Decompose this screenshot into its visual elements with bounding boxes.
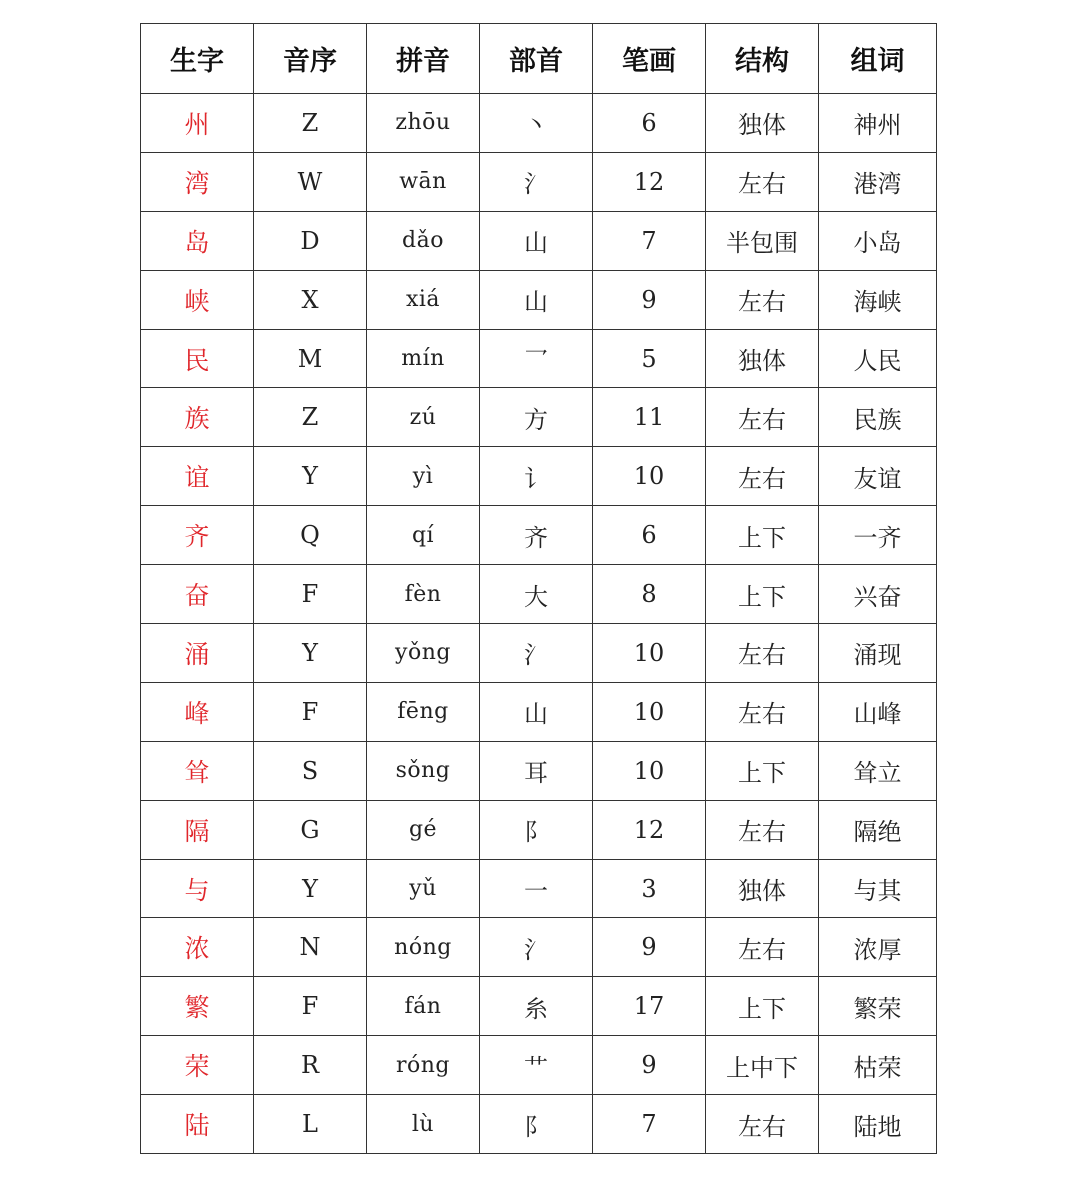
cell-strokes: 10 — [593, 682, 706, 741]
cell-word: 友谊 — [819, 447, 937, 506]
cell-word: 繁荣 — [819, 977, 937, 1036]
cell-character: 与 — [141, 859, 254, 918]
cell-initial: W — [254, 152, 367, 211]
cell-initial: S — [254, 741, 367, 800]
cell-strokes: 12 — [593, 152, 706, 211]
cell-character: 谊 — [141, 447, 254, 506]
cell-pinyin: gé — [367, 800, 480, 859]
cell-strokes: 3 — [593, 859, 706, 918]
cell-character: 峰 — [141, 682, 254, 741]
cell-strokes: 5 — [593, 329, 706, 388]
table-row — [141, 682, 937, 741]
cell-character: 涌 — [141, 624, 254, 683]
cell-radical: 山 — [480, 211, 593, 270]
cell-structure: 左右 — [706, 918, 819, 977]
character-table — [140, 23, 937, 1154]
cell-strokes: 7 — [593, 1095, 706, 1154]
cell-strokes: 7 — [593, 211, 706, 270]
cell-structure: 左右 — [706, 447, 819, 506]
cell-initial: M — [254, 329, 367, 388]
cell-radical: 齐 — [480, 506, 593, 565]
cell-pinyin: fēng — [367, 682, 480, 741]
table-body — [141, 94, 937, 1154]
table-row — [141, 270, 937, 329]
cell-strokes: 9 — [593, 270, 706, 329]
cell-initial: Q — [254, 506, 367, 565]
cell-character: 齐 — [141, 506, 254, 565]
cell-radical: 糸 — [480, 977, 593, 1036]
cell-structure: 左右 — [706, 682, 819, 741]
cell-character: 荣 — [141, 1036, 254, 1095]
cell-word: 枯荣 — [819, 1036, 937, 1095]
header-row — [141, 24, 937, 94]
table-row — [141, 918, 937, 977]
cell-initial: Z — [254, 388, 367, 447]
cell-pinyin: fèn — [367, 565, 480, 624]
cell-pinyin: yǔ — [367, 859, 480, 918]
cell-radical: 山 — [480, 270, 593, 329]
cell-structure: 左右 — [706, 624, 819, 683]
cell-radical: 丶 — [480, 94, 593, 153]
cell-pinyin: róng — [367, 1036, 480, 1095]
cell-initial: D — [254, 211, 367, 270]
cell-structure: 独体 — [706, 94, 819, 153]
table-row — [141, 624, 937, 683]
cell-strokes: 12 — [593, 800, 706, 859]
table-row — [141, 329, 937, 388]
cell-character: 民 — [141, 329, 254, 388]
header-initial: 音序 — [254, 24, 367, 94]
cell-character: 奋 — [141, 565, 254, 624]
table-row — [141, 800, 937, 859]
cell-strokes: 6 — [593, 94, 706, 153]
cell-radical: 一 — [480, 859, 593, 918]
cell-pinyin: mín — [367, 329, 480, 388]
table-row — [141, 1036, 937, 1095]
cell-initial: G — [254, 800, 367, 859]
cell-strokes: 9 — [593, 918, 706, 977]
cell-word: 耸立 — [819, 741, 937, 800]
cell-pinyin: zú — [367, 388, 480, 447]
cell-strokes: 6 — [593, 506, 706, 565]
cell-word: 小岛 — [819, 211, 937, 270]
cell-structure: 上下 — [706, 977, 819, 1036]
cell-pinyin: lù — [367, 1095, 480, 1154]
cell-pinyin: fán — [367, 977, 480, 1036]
cell-character: 湾 — [141, 152, 254, 211]
cell-radical: 大 — [480, 565, 593, 624]
cell-character: 繁 — [141, 977, 254, 1036]
cell-character: 隔 — [141, 800, 254, 859]
cell-radical: 方 — [480, 388, 593, 447]
cell-radical: 耳 — [480, 741, 593, 800]
header-word: 组词 — [819, 24, 937, 94]
cell-structure: 左右 — [706, 1095, 819, 1154]
cell-initial: Y — [254, 624, 367, 683]
cell-initial: X — [254, 270, 367, 329]
cell-structure: 上下 — [706, 506, 819, 565]
cell-structure: 半包围 — [706, 211, 819, 270]
table-row — [141, 211, 937, 270]
table-row — [141, 94, 937, 153]
cell-word: 港湾 — [819, 152, 937, 211]
cell-strokes: 10 — [593, 624, 706, 683]
cell-word: 民族 — [819, 388, 937, 447]
cell-radical: 阝 — [480, 800, 593, 859]
cell-initial: F — [254, 565, 367, 624]
table-row — [141, 388, 937, 447]
cell-radical: 山 — [480, 682, 593, 741]
cell-character: 耸 — [141, 741, 254, 800]
cell-word: 人民 — [819, 329, 937, 388]
cell-structure: 左右 — [706, 800, 819, 859]
cell-structure: 独体 — [706, 329, 819, 388]
cell-strokes: 10 — [593, 741, 706, 800]
cell-word: 浓厚 — [819, 918, 937, 977]
cell-structure: 上下 — [706, 741, 819, 800]
cell-strokes: 11 — [593, 388, 706, 447]
cell-radical: 乛 — [480, 329, 593, 388]
cell-character: 浓 — [141, 918, 254, 977]
cell-word: 山峰 — [819, 682, 937, 741]
cell-word: 涌现 — [819, 624, 937, 683]
cell-structure: 上中下 — [706, 1036, 819, 1095]
table-row — [141, 741, 937, 800]
header-character: 生字 — [141, 24, 254, 94]
cell-character: 峡 — [141, 270, 254, 329]
cell-pinyin: wān — [367, 152, 480, 211]
cell-word: 海峡 — [819, 270, 937, 329]
cell-structure: 独体 — [706, 859, 819, 918]
cell-radical: 氵 — [480, 918, 593, 977]
cell-character: 岛 — [141, 211, 254, 270]
cell-character: 州 — [141, 94, 254, 153]
cell-structure: 左右 — [706, 388, 819, 447]
cell-character: 陆 — [141, 1095, 254, 1154]
cell-pinyin: sǒng — [367, 741, 480, 800]
cell-initial: Y — [254, 859, 367, 918]
cell-word: 一齐 — [819, 506, 937, 565]
cell-word: 神州 — [819, 94, 937, 153]
cell-initial: F — [254, 682, 367, 741]
cell-radical: 氵 — [480, 624, 593, 683]
cell-structure: 左右 — [706, 270, 819, 329]
cell-radical: 讠 — [480, 447, 593, 506]
cell-structure: 左右 — [706, 152, 819, 211]
cell-radical: 氵 — [480, 152, 593, 211]
cell-pinyin: dǎo — [367, 211, 480, 270]
cell-pinyin: nóng — [367, 918, 480, 977]
cell-initial: Z — [254, 94, 367, 153]
cell-pinyin: qí — [367, 506, 480, 565]
cell-strokes: 17 — [593, 977, 706, 1036]
table-row — [141, 506, 937, 565]
cell-word: 隔绝 — [819, 800, 937, 859]
cell-initial: L — [254, 1095, 367, 1154]
table-row — [141, 152, 937, 211]
cell-radical: 阝 — [480, 1095, 593, 1154]
cell-pinyin: xiá — [367, 270, 480, 329]
cell-radical: 艹 — [480, 1036, 593, 1095]
cell-pinyin: zhōu — [367, 94, 480, 153]
table-row — [141, 977, 937, 1036]
cell-structure: 上下 — [706, 565, 819, 624]
cell-strokes: 8 — [593, 565, 706, 624]
cell-character: 族 — [141, 388, 254, 447]
cell-initial: N — [254, 918, 367, 977]
cell-word: 与其 — [819, 859, 937, 918]
cell-initial: F — [254, 977, 367, 1036]
cell-word: 兴奋 — [819, 565, 937, 624]
header-radical: 部首 — [480, 24, 593, 94]
header-structure: 结构 — [706, 24, 819, 94]
table-row — [141, 447, 937, 506]
cell-strokes: 10 — [593, 447, 706, 506]
cell-word: 陆地 — [819, 1095, 937, 1154]
table-row — [141, 859, 937, 918]
cell-pinyin: yǒng — [367, 624, 480, 683]
cell-initial: R — [254, 1036, 367, 1095]
cell-pinyin: yì — [367, 447, 480, 506]
cell-strokes: 9 — [593, 1036, 706, 1095]
table-row — [141, 565, 937, 624]
header-strokes: 笔画 — [593, 24, 706, 94]
cell-initial: Y — [254, 447, 367, 506]
table-row — [141, 1095, 937, 1154]
header-pinyin: 拼音 — [367, 24, 480, 94]
